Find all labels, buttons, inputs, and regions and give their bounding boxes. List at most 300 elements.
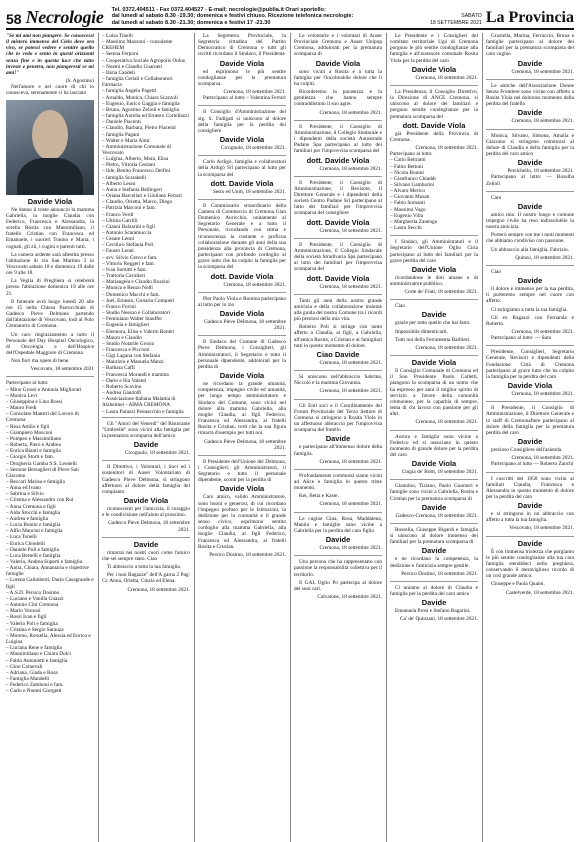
obituary-quaini <box>486 540 574 596</box>
obituary-autostrade-padane <box>294 124 382 172</box>
ann-place: Gadesco Pieve Delmona, 18 settembre 2021. <box>204 438 286 451</box>
ann-text-2: Ci stringiamo a tutta la tua famiglia. <box>491 306 568 313</box>
ann-start: Ciao <box>491 268 502 275</box>
participant-item: – Massimiliano e Chiara Dolci <box>6 651 72 658</box>
ann-text-2: e ne ricordano la competenza, la dedizione e l'amicizia sempre gentile. <box>390 556 478 569</box>
ann-text: Si uniscono nell'abbraccio Sabrina, Niccolò e la mamma Giovanna. <box>294 374 382 387</box>
ann-text-2: e si stringono in un abbraccio con affetto a tutta la tua famiglia. <box>486 511 574 524</box>
obituary-camera-commercio <box>198 203 286 288</box>
ann-place: Cremona, 18 settembre 2021. <box>415 419 478 426</box>
ann-text: grazie per tutto quello che hai fatto. <box>395 320 471 327</box>
participant-item: – Studio Nessuo e Collaboratori <box>102 310 170 317</box>
participant-item: – Alvaro Merico <box>390 188 426 195</box>
participant-item: – Mauro e Claudio <box>102 334 142 341</box>
ann-text: Ci uniamo al dolore di Claudia e famiglia per la perdita del caro amico <box>390 584 478 597</box>
column-6 <box>482 33 574 842</box>
ann-text-2: Il GAL Oglio Po partecipa al dolore del suoi cari. <box>294 579 382 592</box>
participant-item: – Rossi Ivan e figli <box>6 614 47 621</box>
ann-name: Davide Viola <box>507 381 553 391</box>
participant-item: – Valerio Poli e famiglia <box>6 620 58 627</box>
contact-line-3: dal lunedì al sabato 8.30 -21.30; domenica e festivi 17 -21.30 <box>111 19 271 26</box>
ann-place: Cremona, 18 settembre 2021. <box>319 165 382 172</box>
ann-text: Profondamente commossi siamo vicini ad Alice e famiglia in questo triste momento. <box>294 472 382 492</box>
obituary-ance <box>390 89 478 231</box>
obituary-ferramenta-barbieri <box>390 303 478 351</box>
participant-item: – Cesare Leoni <box>102 236 135 243</box>
participant-item: – Ultima Garrilli <box>102 217 138 224</box>
participant-item: – Antonio Scaramuccia <box>102 230 152 236</box>
obituary-place: Vescovato, 18 settembre 2021 <box>30 366 94 373</box>
obituary-text-3: La Veglia di Preghiera si celebrerà presso l'abitazione domenica 19 alle ore 21. <box>6 278 94 297</box>
participant-item: – Massimo Vago <box>390 206 426 213</box>
participant-item: – Claudio, Orietta, Marco, Diego <box>102 199 173 206</box>
obituary-text: Ne danno il triste annuncio la mamma Gabriella, la moglie Claudia con Federico, Francesca e Alessandra, la sorella Rosita con Massimiliano, il fratello Cristian con Francesca ed Emanuele, i suoceri Tonino e Maria, i cognati, gli zii, i cugini e parenti tutti. <box>6 206 94 250</box>
obituary-text-2: La camera ardente sarà allestita presso l'abitazione di via San Martino 3 in Vescovato sabato 18 e domenica 19 dalle ore 9 alle 18. <box>6 251 94 277</box>
ann-name: Davide <box>133 440 159 450</box>
obituary-pier-paolo <box>198 296 286 332</box>
issue-full-date: 18 SETTEMBRE 2021 <box>429 19 482 26</box>
participant-item: – Ilaria Candeli <box>102 69 135 76</box>
column-1 <box>6 33 94 842</box>
participant-item: – Luciano e Vanilla Guazzi <box>6 595 64 602</box>
quote-author: (S. Agostino) <box>65 78 94 85</box>
ann-text: Il Direttivo, i Volontari, i Soci ed i sostenitori di Auser Volontariato di Gadesco Pieve Delmona, si stringono affettuosi al dolore della famiglia del compianto <box>102 464 190 495</box>
newspaper-brand: La Provincia <box>485 9 574 26</box>
ann-name: dott. Davide Viola <box>402 120 466 130</box>
ann-text: Il Sindaco del Comune di Gadesco Pieve Delmona, i Consiglieri, gli Amministratori, il Segretario e tutto il personale dipendente, addolorati per la perdita di <box>198 339 286 370</box>
ann-extra: Partecipano al lutto: - Valentina Ferrari <box>203 95 286 102</box>
ann-name: Davide <box>517 276 543 286</box>
ann-start: Ciao <box>395 303 406 310</box>
ann-place: Cicognolo, 18 settembre 2021. <box>124 450 190 457</box>
ann-text: Carlo Ardigò, famiglia e collaboratori della Ardigò Srl partecipano al lutto per la scomparsa del <box>198 159 286 178</box>
ann-place: Ca' de' Quinzani, 18 settembre 2021. <box>400 616 478 623</box>
ann-text: I coscritti del 1958 sono vicini ai familiari Claudia, Francesca e Alessandra in questo momento di dolore per la perdita del caro <box>486 475 574 500</box>
ann-name: Davide <box>517 538 543 548</box>
participant-item: – Maurizio e Manuela Manzi <box>102 359 164 366</box>
participant-item: – Giorgio Storti e fam. <box>6 454 55 461</box>
participant-item: – Rosa Attilio e figli <box>6 423 50 430</box>
main-obituary <box>6 33 94 372</box>
ann-name: dott. Davide Viola <box>210 178 274 188</box>
participant-item: – Bruno, Agostino Zelioli e famiglia <box>102 106 180 113</box>
participant-item: – Andrea Gandolfi <box>102 390 142 397</box>
ann-name: Davide <box>517 158 543 168</box>
participant-item: – Enrica Chiodelli <box>6 540 45 547</box>
ann-text: Il Commissario straordinario della Camera di Commercio di Cremona Gian Domenico Auricchio, unitamente al Segretario Generale e a tutto il Personale, ricordando con stima e riconoscenza la costante e proficua collaborazione durante gli anni della sua presidenza alla provincia di Cremona, partecipano con profondo cordoglio al grave lutto che ha colpito la famiglia per la scomparsa del <box>198 202 286 271</box>
obituary-unione-oglio-ciria <box>390 239 478 295</box>
obituary-aurora <box>390 434 478 476</box>
ann-text: Le volontarie e i volontari di Auser Provinciale Cremona e Auser Unipop Cremona, addolorati per la prematura scomparsa di <box>294 33 382 58</box>
ann-extra: Partecipano al lutto: — Rosalba Zelioli <box>486 174 574 187</box>
ann-place: Cremona, 18 settembre 2021. <box>415 344 478 351</box>
participant-item: – Drogheria Gamba S.S. Leonelli <box>6 460 77 467</box>
participant-item: – Adriana, Giada e Rosa <box>6 669 58 676</box>
ann-name: Davide <box>517 108 543 118</box>
ann-sign: Gli ex Ragazzi con Fernanda e Roberto. <box>486 314 574 327</box>
ann-place: Cremona, 18 settembre 2021. <box>511 118 574 125</box>
ann-text-2: prezioso Consigliere dell'azienda. <box>491 447 563 454</box>
participant-item: – Luca Bertelli e famiglia <box>6 552 61 559</box>
ann-text: Rossella, Giuseppe Bigardi e famiglia si uniscono al dolore immenso dei familiari per la prematura scomparsa di <box>390 526 478 546</box>
obituary-ardigo <box>198 159 286 195</box>
participant-item: – Fausto Leoni <box>102 248 134 255</box>
ann-text-2: Ti abbraccio a tutta la tua famiglia. <box>107 564 182 571</box>
ann-name: Davide Viola <box>411 358 457 368</box>
participant-item: – Massimo Mazzoni - consulente CREHEM <box>102 39 173 52</box>
participant-item: – Mario Vezzosi <box>6 608 41 615</box>
ann-place: Cremona, 18 settembre 2021. <box>511 329 574 335</box>
participant-item: – Luigina, Alberto, Mara, Elisa <box>102 156 169 163</box>
ann-name: Davide Viola <box>315 58 361 68</box>
participant-item: – Alberto Leoni <box>102 180 136 187</box>
ann-text: Il Consiglio d'Amministrazione del sig. S. Fadigati si uniscono al dolore della famiglia per la perdita del consigliere <box>198 109 286 134</box>
participant-item: – Mariangela e Claudio Bozzini <box>102 279 170 286</box>
obituary-fadigati <box>198 109 286 151</box>
ann-name: Davide <box>325 434 351 444</box>
ann-text-2: ricordandone le doti umane e di amministratore pubblico. <box>390 274 478 287</box>
participant-item: – Francesca Morandi e mamma <box>102 371 169 378</box>
participant-item: – famiglia Pagani <box>102 131 140 138</box>
ann-text-2: Roberto Poli si stringe con tanto affetto a Claudia, ai figli, a Gabriella, all'amica Rosita, a Cristian e ai famigliari tutti in questo momento di dolore. <box>294 324 382 349</box>
column-2 <box>98 33 190 842</box>
participant-item: – Monica Levi <box>6 392 38 399</box>
participant-item: – Trattoria Cavalieri <box>102 273 145 280</box>
ann-text: Monica, Silvano, Simona, Amalia e Giacomo si stringono commossi al dolore di Claudia e della famiglia per la perdita del caro amico <box>486 132 574 158</box>
ann-place: Cremona, 18 settembre 2021. <box>319 501 382 508</box>
column-3 <box>194 33 286 842</box>
participant-item: – Arnaldo, Monica, Chiara Scazzoli <box>102 94 178 101</box>
obituary-kei-betta <box>294 473 382 508</box>
page-number: 58 <box>6 11 22 27</box>
participant-item: – Fabio Antonietti e famiglia <box>6 657 68 664</box>
obituary-forum-terzo-settore <box>294 403 382 465</box>
participant-item: – Anita, Chiara, Annamaria e rispettive famiglie <box>6 565 89 578</box>
ann-place: Gadesco Pieve Delmona, 18 settembre 2021. <box>108 520 190 533</box>
ann-place: Gadesco-Cremona, 18 settembre 2021. <box>395 512 478 519</box>
ann-sign: Kei, Betta e Kaste. <box>299 493 339 500</box>
ann-place: Cremona, 18 settembre 2021. <box>127 586 190 593</box>
participant-item: – Eleonora, Elisa e Valerio Rontei <box>102 328 174 335</box>
ann-text-3: Tutti noi della Ferramenta Barbieri. <box>395 336 471 343</box>
ann-name: Davide Viola <box>123 496 169 506</box>
ann-name: Ciao Davide <box>316 349 360 359</box>
ann-name: Davide <box>517 437 543 447</box>
ann-place: Cremona, 18 settembre 2021. <box>511 68 574 75</box>
obituary-text-4: Il funerale avrà luogo lunedì 20 alle ore 15 nella Chiesa Parrocchiale di Gadesco Pieve Delmona partendo dall'abitazione di Vescovato, indi al Polo Crematorio di Cremona. <box>6 298 94 330</box>
ann-place: Persico Dosimo, 18 settembre 2021. <box>401 570 478 577</box>
ann-text-2: sono vicini a Rosita e a tutta la famiglia per l'incolmabile dolore che li ha colpiti. <box>294 68 382 87</box>
ann-place: Castelverde, 18 settembre 2021. <box>505 589 574 596</box>
participant-item: – Eugenio, Enrico Gaggia e famiglia <box>102 100 180 107</box>
obituary-guarneri <box>390 483 478 519</box>
ann-text: Tanti gli anni della nostra grande amicizia e della collaborazione insieme alla guida del nostro Comune tra i ricordi più preziosi della mia vita. <box>294 297 382 323</box>
ann-sign: Emanuela Prosi e Stefano Bagarini. <box>395 608 471 615</box>
participant-item: – Associazione Italiana Malattia di Alzheimer - AIMA CREMONA <box>102 396 176 409</box>
ann-place: Persichello, 18 settembre 2021. <box>507 168 574 175</box>
ann-place: Cremona, 18 settembre 2021. <box>223 281 286 288</box>
obituary-coscritti-1958 <box>486 476 574 532</box>
participant-item: – A.S.D. Persico Dosimo <box>6 589 60 596</box>
participant-item: – Ilde, Benito Francesco Delfini <box>102 168 171 175</box>
obituary-text-5: Un caro ringraziamento a tutto il Personale del Day Hospital Oncologico, di Oncologia e dell'Hospice dell'Ospedale Maggiore di Cremona. <box>6 331 94 356</box>
obituary-comitato-ugo <box>390 33 478 81</box>
participant-item: – Cecilia e Stefania Poli <box>102 242 154 249</box>
participant-item: – Mino Grossi e Antonia Migliorati <box>6 386 82 393</box>
participant-item: – famiglia Ceriali e Collaboratori Farmacia <box>102 76 173 89</box>
ann-name: Davide Viola <box>219 484 265 494</box>
participant-item: – Eugenio Villa <box>390 212 424 219</box>
participant-item: – Enrica Bianti e famiglia <box>6 448 61 455</box>
participant-item: – Daniele Poli e famiglia <box>6 546 59 553</box>
participant-item: – famiglia Scarabelli <box>102 174 147 181</box>
ann-text: il dolore è immenso per la tua perdita, ti porteremo sempre nel cuore con affetto. <box>486 286 574 305</box>
obituary-text-6: Non fiori ma opere di bene. <box>11 358 70 365</box>
participants-list-continued <box>102 33 190 415</box>
ann-text: È con immensa tristezza che porgiamo le più sentite condoglianze alla tua cara famiglia stendidoci nella preghiera, conservando il meraviglioso ricordo di un così grande amico. <box>486 548 574 580</box>
ann-name: Davide <box>517 58 543 68</box>
ann-name: dott. Davide Viola <box>306 217 370 227</box>
participant-item: – famiglia Angelo Pagetti <box>102 88 157 95</box>
participant-item: – Laura Secchi <box>390 225 422 232</box>
ann-text: Giannino, Tiziano, Paolo Guarneri e famiglie sono vicini a Gabriella, Rosita e Cristian per la prematura scomparsa di <box>390 483 478 502</box>
participant-item: – Lorena Galimberti, Dario Casagrande e figli <box>6 577 94 590</box>
obituary-graziella <box>486 33 574 75</box>
obituary-cremonafiere <box>486 405 574 467</box>
ann-place: Cremona, 18 settembre 2021. <box>511 391 574 398</box>
participant-item: – Daniele Piacenti <box>102 119 141 126</box>
ann-place: Cremona, 18 settembre 2021. <box>319 388 382 395</box>
ann-text: Il Presidente, il Consiglio di Amministrazione, il Revisore, il Direttore Generale e i dipendenti della società Centro Padane Srl partecipano al lutto dei familiari per l'improvvisa scomparsa del consigliere <box>294 179 382 217</box>
obituary-auser-cremona <box>294 33 382 116</box>
participants-list <box>6 387 94 695</box>
participant-item: – Feminiano Walter Stauffer <box>102 316 163 323</box>
ann-place: Cremona, 18 settembre 2021. <box>511 455 574 462</box>
obituary-consiglio-comunale <box>390 359 478 425</box>
ann-place: Quinzo, 18 settembre 2021. <box>515 254 574 261</box>
ann-place: Corte de' Frati, 18 settembre 2021. <box>404 289 478 296</box>
ann-place: Vescovato, 18 settembre 2021. <box>509 525 574 532</box>
participant-item: – Patrizia Marconi e fam. <box>102 205 156 212</box>
ann-name: Davide <box>421 502 447 512</box>
deceased-name: Davide Viola <box>27 196 73 206</box>
contact-line-1: Tel. 0372.404511 - Fax 0372.404527 - E-mail: necrologie@publia.it Orari sportello: <box>111 7 326 14</box>
obituary-fabrizio <box>486 195 574 261</box>
issue-date <box>430 13 482 26</box>
participant-item: – Cooperativa Sociale Agropolis Onlus <box>102 57 185 64</box>
ann-place: Persico Dosimo, 18 settembre 2021. <box>209 551 286 558</box>
participants-intro: Partecipano al lutto: <box>6 380 49 387</box>
participant-item: – Fabio Somanti <box>390 200 426 207</box>
participant-item: – Sabrina e Silvio <box>6 491 44 498</box>
obituary-donne-senza-frontiere <box>486 83 574 125</box>
participant-item: – Luca Tonelli <box>6 534 37 541</box>
ann-name: Davide Viola <box>219 309 265 318</box>
participant-item: – Joel, Ernesto, Gonaria Compieri <box>102 297 175 304</box>
participant-item: – Gianni Balzarini e figli <box>102 223 155 230</box>
column-5 <box>386 33 478 842</box>
participant-item: – avv. Silvio Greco e fam. <box>102 254 158 261</box>
contact-line-2: dal lunedì al sabato 8.30 -19.30; domenica e festivi chiuso. Ricezione telefonica necrologie: <box>111 13 354 20</box>
ann-text: La Presidenza, il Consiglio Direttivo, la Direzione di ANCE Cremona, si uniscono al dolore dei familiari e porgono sentite condoglianze per la prematura scomparsa del <box>390 88 478 120</box>
obituary-cugine <box>294 516 382 552</box>
participant-item: – Valeria, Andrea Superti e famiglia <box>6 559 83 565</box>
participant-item: – Roberta, Piero e Andrea <box>6 442 61 449</box>
quote-text: "Se mi ami non piangere. Se conoscessi il mistero immenso del Cielo dove ora vivo, se potessi vedere e sentire quello che io vedo e sento in questi orizzonti senza fine e in questa luce che tutto investe e penetra, non piangeresti se mi ami!" <box>6 33 94 76</box>
participant-item: – Anna ed Ivano <box>6 485 41 492</box>
ann-place: Calvatone, 18 settembre 2021. <box>317 594 382 600</box>
participants-intro: Partecipano al lutto: <box>390 151 433 158</box>
participant-item: – Sestone Bersaglieri di Pieve San Giacomo <box>6 466 79 479</box>
ann-sign: Per i tuoi Ragazze" dell'A garna 2 Pag: Cr. Anna, Orietta, Cinzia ed Elena. <box>102 572 190 585</box>
ann-place: Cremona, 18 settembre 2021. <box>223 89 286 96</box>
obituary-pd <box>198 33 286 101</box>
participant-item: – Walter e Maria Aimi <box>102 137 150 144</box>
participant-item: – Margherita Zanenga <box>390 218 437 225</box>
participant-item: – Giampiero Mosconi <box>6 429 53 436</box>
participant-item: – Carlo Beltrami <box>390 157 426 164</box>
participant-item: – Federico Zamboni e fam. <box>6 682 64 689</box>
participant-item: – Amministrazione Comunale di Vescovato <box>102 143 171 156</box>
ann-text: Una persona che ha rappresentato con passione la responsabilità collettiva per il territorio. <box>294 559 382 578</box>
ann-place: Cremona, 18 settembre 2021. <box>319 359 382 366</box>
ann-extra: Partecipano al lutto — Roberto Zanchi <box>491 461 574 468</box>
issue-day: SABATO <box>461 13 482 20</box>
ann-text: Le amiche dell'Associazione Donne Senza Frontiere sono vicine con affetto a Rosita Viola nel doloroso momento della perdita del fratello <box>486 82 574 108</box>
participant-item: – Barbara Caffi <box>102 365 135 372</box>
participant-item: – Silvano Gambarini <box>390 181 435 188</box>
column-4 <box>290 33 382 842</box>
ann-text: Graziella, Marina, Ferruccio, Bruna e famiglie partecipano al dolore dei familiari per la prematura scomparsa del caro cugino <box>486 33 574 58</box>
participant-item: – Gino Carnevali <box>6 663 43 670</box>
participant-item: – Anna Cremona e figli <box>6 503 56 510</box>
ann-name: Davide Viola <box>411 264 457 274</box>
participant-item: – Serena Ferponi <box>102 51 139 58</box>
ann-text-2: Porterò sempre con me i tanti momenti che abbiamo condiviso con passione. <box>486 232 574 245</box>
participant-item: – famiglia Aurelia ed Ernesto Cortellazzi <box>102 113 189 120</box>
ann-text-2: ne ricordano la grande umanità, competenza, impegno civile ed umanità, per lungo tempo amministratore e Sindaco del Comune, sono vicini nel dolore alla mamma Gabriella, alla moglie Claudia, ai figli Federico, Francesca ed Alessandra, ai fratelli Rosita e Cristian, certi che la sua figura rimarrà d'esempio per tutti noi. <box>198 381 286 437</box>
participant-item: – Gianfranco Chiaddi <box>390 175 436 182</box>
ann-text-3: Ricorderemo la pacatezza e la gentilezza che hanno sempre contraddistinto il suo agire. <box>294 89 382 108</box>
ann-name: Davide <box>421 598 447 608</box>
ann-name: Davide <box>133 539 159 549</box>
ann-text: Gli "Amici del Venerdì" del Ristorante "Umbrelle" sono vicini alla famiglia per la prematura scomparsa dell'amico <box>102 420 190 439</box>
participant-item: – Pompeo e Massimiliano <box>6 435 62 442</box>
participant-item: – Cristina e Alessandro con Rui <box>6 497 74 504</box>
participant-item: – Lucia Bonini e famiglia <box>6 522 61 529</box>
ann-name: Davide <box>325 535 351 545</box>
participant-item: – Giovanni Musan <box>390 194 430 201</box>
page-header <box>6 4 574 30</box>
participants-list <box>390 157 478 231</box>
ann-text: Le Presidente e i Consiglieri del comitato territoriale Ugo di Cremona porgono le più sentite condoglianze alla famiglia e all'assessore comunale Rosita Viola per la perdita del caro <box>390 33 478 64</box>
participant-item: – Franco Fovini <box>102 303 136 310</box>
ann-text-2: e partecipano all'immenso dolore della famiglia. <box>294 444 382 457</box>
participant-item: – Famiglia Mandelli <box>6 675 50 682</box>
ann-place: Cremona, 18 settembre 2021. <box>319 545 382 552</box>
ann-text-2: riconoscenti per l'amicizia, il coraggio e le condivisione nell'aiuto al prossimo. <box>102 506 190 519</box>
participant-item: – Nicola Bonini <box>390 169 424 176</box>
participant-item: – Aldo Stocchi e famiglia <box>6 509 61 516</box>
ann-text: amico mio. Il nostro lungo e comune impegno civile ha reso indissolubile la nostra amicizia. <box>486 211 574 231</box>
ann-name: dott. Davide Viola <box>210 271 274 281</box>
ann-place: Cremona, 18 settembre 2021. <box>319 227 382 234</box>
participant-item: – Monica e Renzo Nolli <box>102 285 153 292</box>
participant-item: – Anna e Stefania Bellingeri <box>102 186 163 193</box>
ann-text: Gli Enti soci e il Coordinamento del Forum Provinciale del Terzo Settore di Cremona si stringono a Rosita Viola in un affettuoso abbraccio per l'improvvisa scomparsa del fratello <box>294 402 382 434</box>
participant-item: – Francesca e Piccioni <box>102 346 150 353</box>
ann-text: Il Presidente, il Consiglio di Amministrazione, il Direttore Generale e lo staff di Cremonafiere partecipano al dolore della famiglia per la prematura perdita del caro <box>486 405 574 436</box>
participant-item: – Mauro Fredi <box>6 405 37 412</box>
ann-text-3: Un abbraccio alla famiglia. Fabrizio. <box>491 246 569 253</box>
ann-text: Aurora e famiglia sono vicine a Federico ed si associano in questo momento di grande dolore per la perdita del caro <box>390 433 478 458</box>
ann-name: Davide Viola <box>411 459 457 469</box>
obituary-columns <box>6 33 574 842</box>
participant-item: – Vittorio Reggeri e fam. <box>102 260 155 267</box>
ann-name: Davide <box>421 310 447 320</box>
participant-item: – Oriana Barcellari e Giuliano Ferrari <box>102 193 182 200</box>
obituary-monica-silvano <box>486 133 574 187</box>
ann-text: rimarrai nei nostri cuori come l'amico che sei sempre stato. Ciao <box>102 549 190 562</box>
participant-item: – Alfio Mancini e famiglia <box>6 528 63 535</box>
obituary-gal-oglio-po <box>294 559 382 600</box>
ann-text-2: già Presidente della Provincia di Cremona. <box>390 130 478 143</box>
participant-item: – Dario e Ilia Valenti <box>102 377 147 384</box>
ann-text: Il Presidente dell'Unione del Delmona, i Consiglieri, gli Amministratori, il Segretario e tutto il personale dipendente, sconti per la perdita di <box>198 458 286 484</box>
ann-place: Cingia de' Botti, 18 settembre 2021. <box>401 469 478 476</box>
ann-name: Davide <box>517 501 543 511</box>
participant-item: – Laura Parazzi Pennacchio e famiglia <box>102 408 184 415</box>
participant-item: – Antonio Cini Cremona <box>6 602 59 609</box>
ann-text: Pier Paolo Viola e Romina partecipano al lutto per lo zio <box>198 295 286 308</box>
ann-text-2: Caro amico, valido Amministratore, sono buoni e generosi, di cui ricordano l'impegno profuso per le Istituzioni, la dedizione per la comunità e il grande senso civico, esprimono sentito cordoglio alla mamma Gabriella, alla moglie Claudia, ai figli Federico, Francesca ed Alessandra, ai fratelli Rosita e Cristian. <box>198 494 286 550</box>
participant-item: – Pietro, Vittoria Ceolani <box>102 162 156 169</box>
participant-item: – Moreno, Rossella, Alessia ed Enrico e Luigina <box>6 632 91 646</box>
ann-place: Cremona, 18 settembre 2021. <box>415 145 478 152</box>
participant-item: – Roberto Scavino <box>102 383 142 390</box>
obituary-ragazze <box>102 541 190 593</box>
ann-place: Cremona, 18 settembre 2021. <box>319 109 382 116</box>
participant-item: – Franco Verdi <box>102 211 134 218</box>
obituary-comune-gadesco <box>198 339 286 451</box>
ann-text: Le cugine Gina, Rosa, Maddalena, Manini e famiglie sono vicine a Gabriella per la perdita del caro figlio <box>294 515 382 534</box>
ann-extra: Partecipano al lutto: — Sara <box>491 335 552 342</box>
ann-name: Davide Viola <box>219 371 265 381</box>
ann-start: Caro <box>491 194 502 201</box>
ann-name: dott. Davide Viola <box>306 273 370 283</box>
ann-text: Presidente, Consiglieri, Segretario Generale, Revisori e dipendenti della Fondazione Città di Cremona partecipano al grave lutto che ha colpito la famiglia per la perdita del caro <box>486 349 574 380</box>
ann-text-2: Impossibile dimenticarti. <box>395 328 448 335</box>
ann-name: Davide Viola <box>219 135 265 145</box>
participant-item: – Eugenia e famiglieri <box>102 322 150 329</box>
obituary-sabrina <box>294 374 382 394</box>
ann-text: Il Presidente, il Consiglio di Amministrazione, il Collegio Sindacale della società Stradivaria Spa partecipano al lutto dei familiari per l'improvvisa scomparsa del <box>294 241 382 273</box>
ann-text: Il Consiglio Comunale di Cremona ed il Suo Presidente Paolo Carletti, piangono la scomparsa di un uomo che ha espresso per anni il miglior spirito di servizio a favore della comunità cremonese, per la caparbia di sempre, tema di chi lavora con passione per gli altri. <box>390 368 478 418</box>
participant-item: – Beccari Marisa e famiglia <box>6 478 65 485</box>
ann-name: Davide Viola <box>219 58 265 68</box>
obituary-bigardi <box>390 527 478 577</box>
obituary-centro-padane <box>294 180 382 234</box>
ann-name: Davide <box>517 201 543 211</box>
obituary-intro: Nell'amore e nel cuore di chi lo conosceva, serenamente ci ha lasciato <box>6 84 94 97</box>
participant-item: – Fabio Bettoni <box>390 163 423 170</box>
ann-text: I Sindaci, gli Amministratori e il Segretario dell'Unione Oglio Ciria partecipano al lutto dei familiari per la grave perdita del caro <box>390 239 478 264</box>
obituary-prosi <box>390 585 478 623</box>
ann-name: dott. Davide Viola <box>306 155 370 165</box>
ann-sign: Giuseppe e Paola Quaini. <box>491 581 545 588</box>
ann-text: Il Presidente, il Consiglio di Amministrazione, il Collegio Sindacale e i dipendenti della società Autostrade Padane Spa partecipano al lutto dei familiari per l'improvvisa scomparsa del <box>294 123 382 155</box>
participant-item: – Noemi e Claudio Guarneri <box>102 63 163 70</box>
